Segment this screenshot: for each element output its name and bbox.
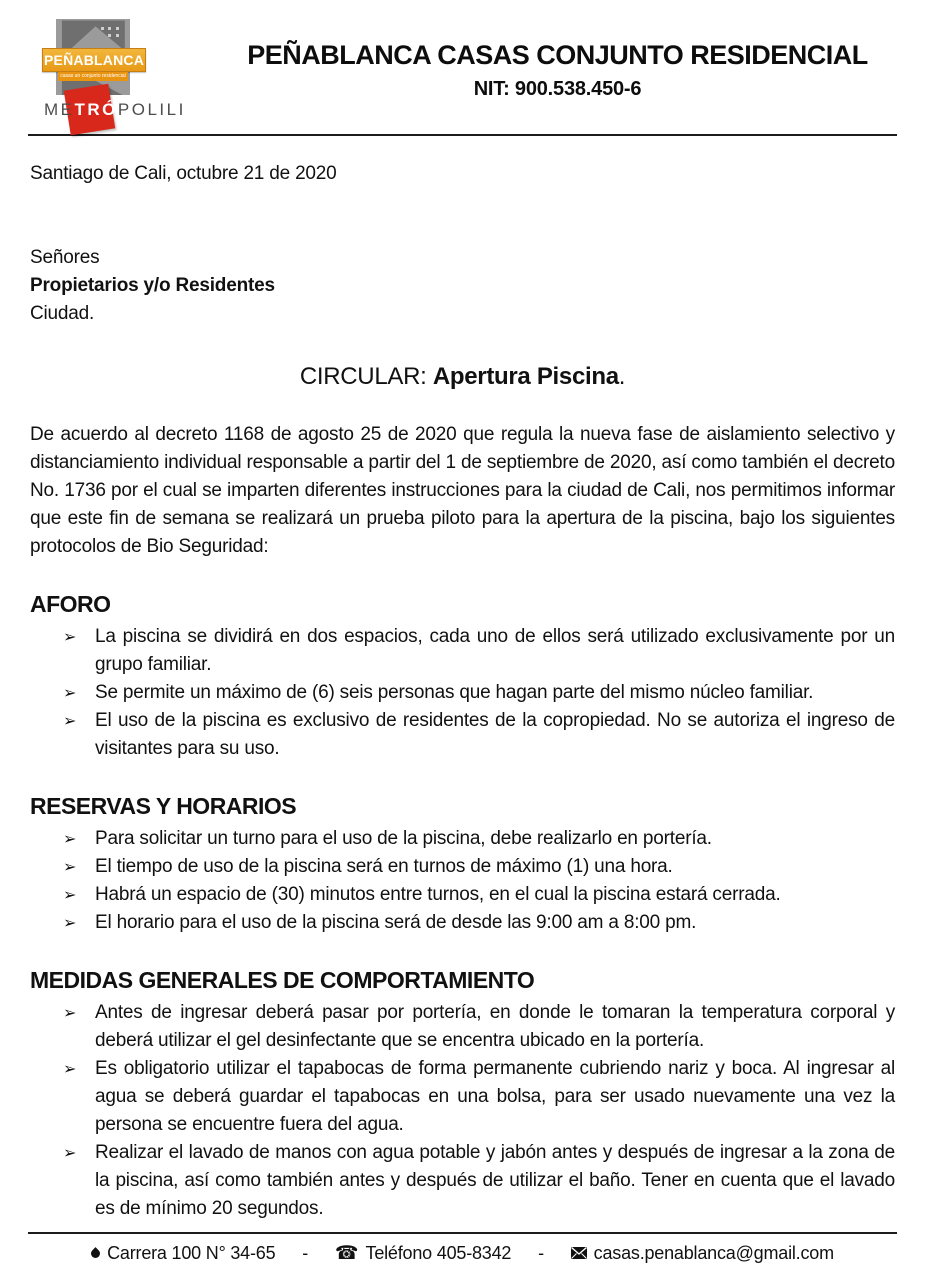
footer-address bbox=[91, 1243, 275, 1264]
logo-banner: PEÑABLANCA bbox=[42, 48, 146, 72]
list-item-text: La piscina se dividirá en dos espacios, cada uno de ellos será utilizado exclusivamente por un grupo familiar. bbox=[95, 626, 895, 675]
list-item bbox=[63, 853, 895, 881]
bullet-list bbox=[30, 623, 895, 763]
date-line: Santiago de Cali, octubre 21 de 2020 bbox=[30, 163, 337, 184]
circular-subject bbox=[30, 363, 895, 391]
footer-separator: - bbox=[538, 1242, 544, 1263]
subject-period: . bbox=[618, 363, 626, 390]
subject-prefix: CIRCULAR: bbox=[299, 363, 433, 390]
arrow-bullet-icon: ➢ bbox=[63, 857, 77, 876]
recipient-salutation: Señores bbox=[30, 247, 100, 268]
list-item-text: Es obligatorio utilizar el tapabocas de forma permanente cubriendo nariz y boca. Al ingresar al agua se deberá guardar el tapabocas en una bolsa, para ser usado nuevamente una vez la persona se encuentre fuera del agua. bbox=[95, 1058, 895, 1135]
letter-body bbox=[0, 160, 925, 1223]
footer-phone bbox=[335, 1242, 511, 1264]
list-item-text: Se permite un máximo de (6) seis personas que hagan parte del mismo núcleo familiar. bbox=[95, 682, 814, 703]
footer-email bbox=[571, 1243, 834, 1264]
list-item-text: El uso de la piscina es exclusivo de residentes de la copropiedad. No se autoriza el ingreso de visitantes para su uso. bbox=[95, 710, 895, 759]
recipient-city: Ciudad. bbox=[30, 303, 95, 324]
subject-title: Apertura Piscina bbox=[432, 363, 619, 390]
letterhead bbox=[0, 0, 925, 132]
list-item bbox=[63, 825, 895, 853]
window-dot bbox=[116, 27, 119, 30]
org-nit: NIT: 900.538.450-6 bbox=[473, 78, 642, 100]
recipient-name: Propietarios y/o Residentes bbox=[30, 275, 275, 296]
footer-divider bbox=[28, 1232, 897, 1234]
window-dot bbox=[108, 27, 111, 30]
company-logo bbox=[30, 14, 220, 132]
metropoli-post: POLILI bbox=[117, 100, 186, 119]
phone-text: Teléfono 405-8342 bbox=[365, 1242, 512, 1263]
list-item-text: Realizar el lavado de manos con agua potable y jabón antes y después de ingresar a la zona de la piscina, así como también antes y después de utilizar el baño. Tener en cuenta que el lavado es de mínimo 20 segundos. bbox=[95, 1142, 895, 1219]
arrow-bullet-icon: ➢ bbox=[63, 1003, 77, 1022]
arrow-bullet-icon: ➢ bbox=[63, 885, 77, 904]
list-item bbox=[63, 623, 895, 679]
arrow-bullet-icon: ➢ bbox=[63, 1143, 77, 1162]
list-item-text: El horario para el uso de la piscina será de desde las 9:00 am a 8:00 pm. bbox=[95, 912, 697, 933]
arrow-bullet-icon: ➢ bbox=[63, 829, 77, 848]
window-dot bbox=[108, 34, 111, 37]
list-item-text: El tiempo de uso de la piscina será en turnos de máximo (1) una hora. bbox=[95, 856, 673, 877]
list-item bbox=[63, 881, 895, 909]
envelope-icon bbox=[571, 1243, 587, 1264]
bullet-list bbox=[30, 825, 895, 937]
recipients-block bbox=[30, 244, 895, 328]
section-title: RESERVAS Y HORARIOS bbox=[30, 793, 297, 819]
arrow-bullet-icon: ➢ bbox=[63, 913, 77, 932]
list-item bbox=[63, 679, 895, 707]
email-text: casas.penablanca@gmail.com bbox=[593, 1242, 834, 1263]
logo-metropoli-text bbox=[44, 100, 186, 120]
window-dot bbox=[116, 34, 119, 37]
list-item bbox=[63, 707, 895, 763]
list-item bbox=[63, 1055, 895, 1139]
window-dot bbox=[101, 27, 104, 30]
address-text: Carrera 100 N° 34-65 bbox=[107, 1242, 276, 1263]
section-aforo bbox=[30, 590, 895, 763]
arrow-bullet-icon: ➢ bbox=[63, 627, 77, 646]
header-divider bbox=[28, 134, 897, 136]
arrow-bullet-icon: ➢ bbox=[63, 683, 77, 702]
metropoli-red: TRÓ bbox=[74, 100, 118, 119]
section-medidas bbox=[30, 966, 895, 1223]
telephone-icon: ☎ bbox=[334, 1242, 359, 1264]
letterhead-text bbox=[220, 14, 895, 101]
arrow-bullet-icon: ➢ bbox=[63, 711, 77, 730]
list-item-text: Antes de ingresar deberá pasar por portería, en donde le tomaran la temperatura corporal y deberá utilizar el gel desinfectante que se encentra ubicado en la portería. bbox=[95, 1002, 895, 1051]
list-item bbox=[63, 1139, 895, 1223]
footer-contact-line bbox=[0, 1242, 925, 1264]
page-footer bbox=[0, 1232, 925, 1280]
footer-separator: - bbox=[302, 1242, 309, 1263]
intro-paragraph: De acuerdo al decreto 1168 de agosto 25 de 2020 que regula la nueva fase de aislamiento selectivo y distanciamiento individual responsable a partir del 1 de septiembre de 2020, así como también el decreto No. 1736 por el cual se imparten diferentes instrucciones para la ciudad de Cali, nos permitimos informar que este fin de semana se realizará un prueba piloto para la apertura de la piscina, bajo los siguientes protocolos de Bio Seguridad: bbox=[30, 424, 895, 557]
metropoli-pre: ME bbox=[44, 100, 75, 119]
droplet-icon bbox=[89, 1247, 102, 1260]
arrow-bullet-icon: ➢ bbox=[63, 1059, 77, 1078]
logo-banner-subtext: casas un conjunto residencial bbox=[58, 72, 128, 81]
list-item bbox=[63, 909, 895, 937]
list-item bbox=[63, 999, 895, 1055]
section-title: MEDIDAS GENERALES DE COMPORTAMIENTO bbox=[30, 967, 535, 993]
section-title: AFORO bbox=[30, 591, 111, 617]
list-item-text: Habrá un espacio de (30) minutos entre turnos, en el cual la piscina estará cerrada. bbox=[95, 884, 781, 905]
list-item-text: Para solicitar un turno para el uso de la piscina, debe realizarlo en portería. bbox=[95, 828, 712, 849]
section-reservas bbox=[30, 792, 895, 937]
bullet-list bbox=[30, 999, 895, 1223]
org-name: PEÑABLANCA CASAS CONJUNTO RESIDENCIAL bbox=[247, 40, 868, 70]
